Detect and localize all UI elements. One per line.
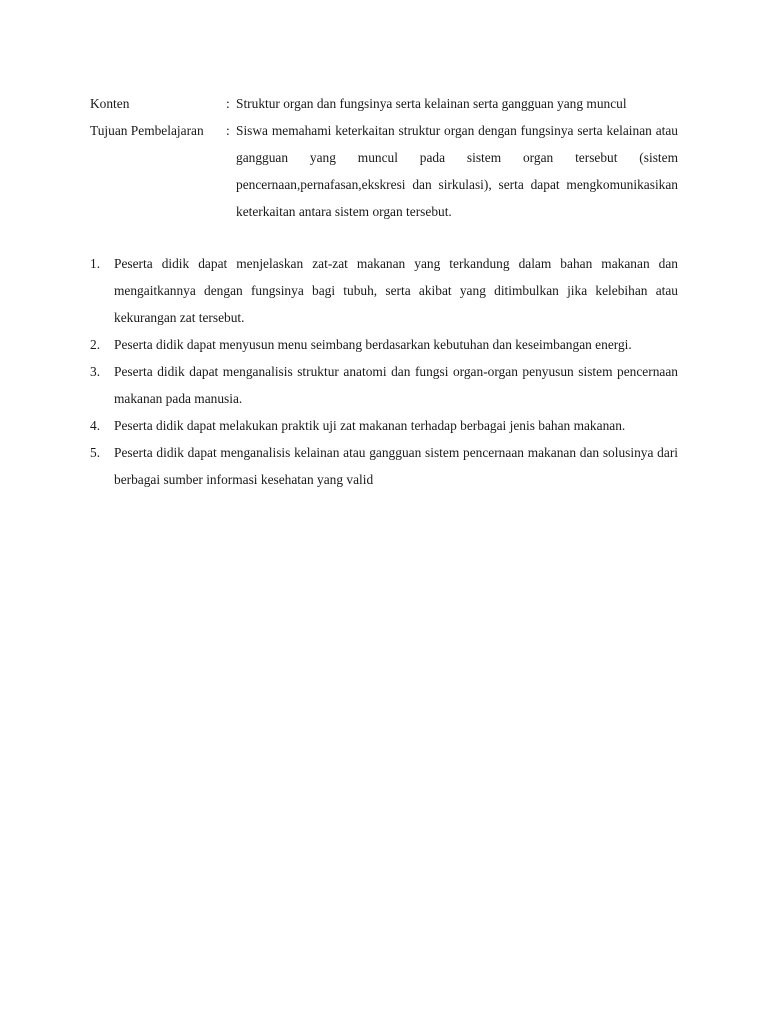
objective-number: 5. xyxy=(90,445,101,460)
konten-value: Struktur organ dan fungsinya serta kelainan serta gangguan yang muncul xyxy=(236,96,627,111)
objective-number: 2. xyxy=(90,337,101,352)
objective-item xyxy=(90,358,678,412)
objective-text: Peserta didik dapat menganalisis kelainan atau gangguan sistem pencernaan makanan dan solusinya dari berbagai sumber informasi kesehatan yang valid xyxy=(114,445,678,487)
objective-number: 4. xyxy=(90,418,101,433)
objective-text: Peserta didik dapat menjelaskan zat-zat makanan yang terkandung dalam bahan makanan dan mengaitkannya dengan fungsinya bagi tubuh, serta akibat yang ditimbulkan jika kelebihan atau kekurangan zat tersebut. xyxy=(114,256,678,325)
objective-text: Peserta didik dapat menyusun menu seimbang berdasarkan kebutuhan dan keseimbangan energi. xyxy=(114,337,632,352)
objective-text: Peserta didik dapat menganalisis struktur anatomi dan fungsi organ-organ penyusun sistem pencernaan makanan pada manusia. xyxy=(114,364,678,406)
objective-item xyxy=(90,331,678,358)
objective-item xyxy=(90,439,678,493)
konten-label: Konten xyxy=(90,96,130,111)
konten-separator: : xyxy=(226,96,230,111)
objectives-list xyxy=(90,250,678,493)
objective-item xyxy=(90,412,678,439)
tujuan-separator: : xyxy=(226,123,230,138)
objective-number: 3. xyxy=(90,364,101,379)
tujuan-label: Tujuan Pembelajaran xyxy=(90,123,204,138)
objective-text: Peserta didik dapat melakukan praktik uji zat makanan terhadap berbagai jenis bahan makanan. xyxy=(114,418,626,433)
konten-row xyxy=(90,90,678,117)
tujuan-value: Siswa memahami keterkaitan struktur organ dengan fungsinya serta kelainan atau gangguan yang muncul pada sistem organ tersebut (sistem pencernaan,pernafasan,ekskresi dan sirkulasi), serta dapat mengkomunikasikan keterkaitan antara sistem organ tersebut. xyxy=(236,123,678,219)
objective-number: 1. xyxy=(90,256,101,271)
objective-item xyxy=(90,250,678,331)
tujuan-row xyxy=(90,117,678,225)
